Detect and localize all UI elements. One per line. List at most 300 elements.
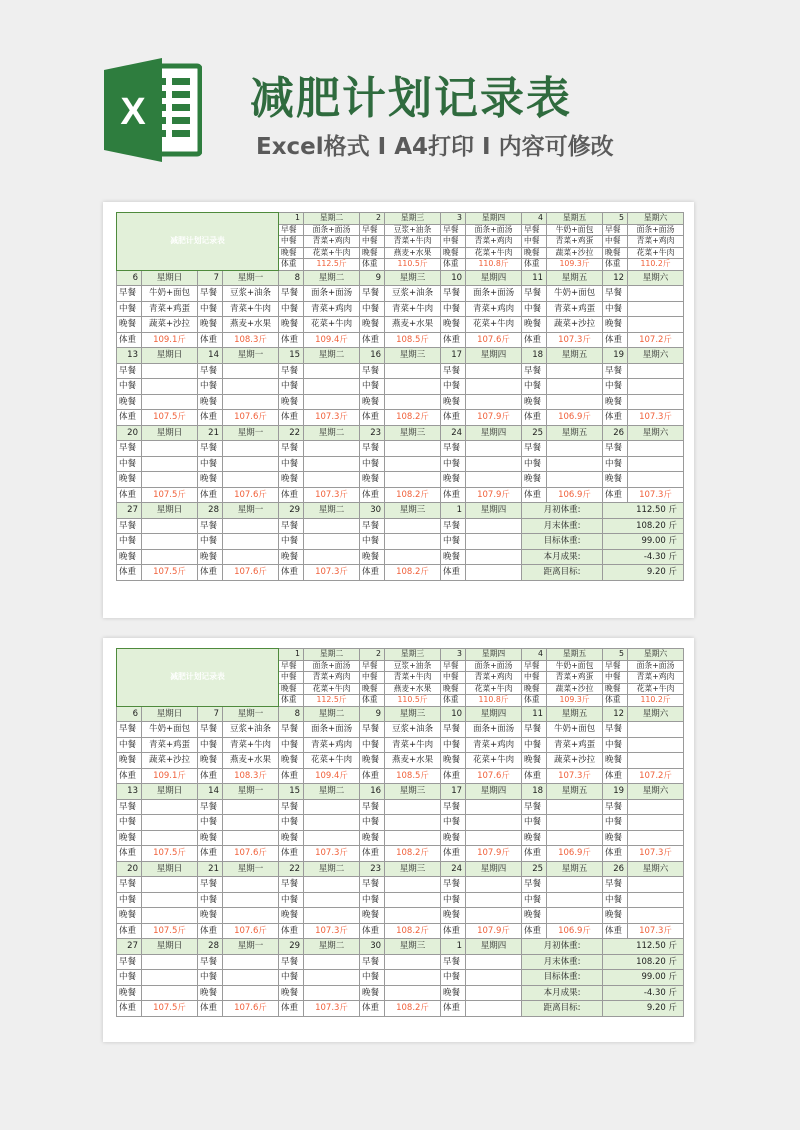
meal-label: 中餐 (279, 236, 304, 248)
meal-content (223, 472, 279, 488)
summary-label: 月末体重: (522, 518, 603, 534)
day-weekday: 星期二 (304, 425, 360, 441)
weight-row (117, 487, 684, 503)
meal-label: 中餐 (279, 456, 304, 472)
weight-label: 体重 (522, 846, 547, 862)
meal-label: 早餐 (117, 799, 142, 815)
meal-label: 早餐 (441, 954, 466, 970)
weight-row (117, 768, 684, 784)
weight-label: 体重 (360, 487, 385, 503)
meal-label: 中餐 (360, 737, 385, 753)
day-number: 30 (360, 503, 385, 519)
day-number: 6 (117, 270, 142, 286)
meal-label: 中餐 (522, 301, 547, 317)
meal-label: 早餐 (603, 877, 628, 893)
meal-label: 晚餐 (198, 830, 223, 846)
meal-label: 晚餐 (360, 683, 385, 695)
day-weekday: 星期二 (304, 649, 360, 661)
weight-label: 体重 (198, 565, 223, 581)
weight-value: 110.2斤 (628, 695, 684, 707)
weight-label: 体重 (441, 1001, 466, 1017)
weight-value: 108.2斤 (385, 487, 441, 503)
meal-label: 中餐 (441, 236, 466, 248)
meal-content (223, 877, 279, 893)
day-number: 18 (522, 784, 547, 800)
meal-label: 晚餐 (117, 985, 142, 1001)
meal-content: 蔬菜+沙拉 (142, 753, 198, 769)
meal-label: 中餐 (279, 737, 304, 753)
meal-content (142, 985, 198, 1001)
meal-label: 晚餐 (279, 247, 304, 259)
day-number: 16 (360, 784, 385, 800)
meal-content: 牛奶+面包 (547, 722, 603, 738)
day-weekday: 星期四 (466, 503, 522, 519)
meal-label: 早餐 (360, 954, 385, 970)
weight-value: 107.6斤 (223, 487, 279, 503)
meal-label: 中餐 (603, 456, 628, 472)
meal-label: 晚餐 (279, 753, 304, 769)
meal-content (385, 363, 441, 379)
meal-label: 中餐 (198, 970, 223, 986)
meal-label: 晚餐 (522, 908, 547, 924)
meal-content (223, 815, 279, 831)
meal-content: 青菜+鸡肉 (466, 236, 522, 248)
meal-content (223, 954, 279, 970)
meal-label: 晚餐 (441, 830, 466, 846)
weight-label: 体重 (603, 259, 628, 271)
meal-label: 中餐 (117, 815, 142, 831)
meal-content (304, 830, 360, 846)
weight-value: 108.5斤 (385, 332, 441, 348)
meal-label: 晚餐 (198, 472, 223, 488)
meal-content: 青菜+鸡肉 (466, 737, 522, 753)
meal-content (304, 518, 360, 534)
day-weekday: 星期四 (466, 348, 522, 364)
weight-value: 108.5斤 (385, 768, 441, 784)
day-number: 15 (279, 784, 304, 800)
meal-label: 晚餐 (522, 394, 547, 410)
meal-label: 中餐 (441, 534, 466, 550)
meal-label: 早餐 (198, 363, 223, 379)
meal-label: 早餐 (198, 441, 223, 457)
meal-row (117, 379, 684, 395)
meal-label: 中餐 (360, 892, 385, 908)
meal-content: 花菜+牛肉 (628, 683, 684, 695)
meal-content (628, 317, 684, 333)
weight-value: 107.5斤 (142, 1001, 198, 1017)
day-number: 1 (279, 649, 304, 661)
meal-content (466, 394, 522, 410)
meal-label: 早餐 (441, 286, 466, 302)
weight-value: 109.4斤 (304, 768, 360, 784)
day-weekday: 星期三 (385, 649, 441, 661)
weight-label: 体重 (279, 487, 304, 503)
meal-row (117, 908, 684, 924)
meal-label: 晚餐 (279, 317, 304, 333)
meal-content: 青菜+鸡蛋 (142, 301, 198, 317)
weight-label: 体重 (279, 259, 304, 271)
meal-label: 早餐 (279, 224, 304, 236)
meal-content (628, 892, 684, 908)
weight-label: 体重 (360, 923, 385, 939)
meal-label: 晚餐 (603, 394, 628, 410)
weight-label: 体重 (603, 410, 628, 426)
meal-content (466, 518, 522, 534)
meal-label: 早餐 (279, 286, 304, 302)
day-weekday: 星期三 (385, 939, 441, 955)
day-weekday: 星期一 (223, 939, 279, 955)
day-number: 28 (198, 939, 223, 955)
day-number: 3 (441, 213, 466, 225)
meal-content (223, 970, 279, 986)
meal-content (628, 815, 684, 831)
weight-value: 107.9斤 (466, 410, 522, 426)
weight-value: 106.9斤 (547, 487, 603, 503)
day-weekday: 星期一 (223, 425, 279, 441)
day-number: 2 (360, 213, 385, 225)
meal-label: 早餐 (360, 286, 385, 302)
meal-label: 早餐 (522, 799, 547, 815)
meal-label: 中餐 (117, 737, 142, 753)
meal-content (385, 954, 441, 970)
day-number: 29 (279, 939, 304, 955)
meal-content (223, 534, 279, 550)
weight-value: 107.6斤 (223, 410, 279, 426)
day-number: 27 (117, 503, 142, 519)
meal-content (142, 799, 198, 815)
meal-label: 晚餐 (441, 394, 466, 410)
meal-content (385, 394, 441, 410)
meal-content: 面条+面汤 (466, 722, 522, 738)
weight-label: 体重 (360, 259, 385, 271)
meal-label: 晚餐 (522, 247, 547, 259)
meal-label: 中餐 (522, 236, 547, 248)
day-number: 26 (603, 425, 628, 441)
meal-content (385, 877, 441, 893)
meal-content (547, 472, 603, 488)
meal-row (117, 799, 684, 815)
meal-label: 中餐 (441, 970, 466, 986)
meal-label: 晚餐 (117, 472, 142, 488)
meal-content (466, 379, 522, 395)
meal-label: 晚餐 (441, 753, 466, 769)
meal-content (304, 877, 360, 893)
weight-label: 体重 (360, 565, 385, 581)
meal-content: 青菜+鸡蛋 (547, 737, 603, 753)
weight-label: 体重 (360, 695, 385, 707)
meal-content (385, 472, 441, 488)
meal-label: 早餐 (279, 518, 304, 534)
meal-label: 晚餐 (360, 830, 385, 846)
meal-label: 晚餐 (603, 247, 628, 259)
meal-content: 燕麦+水果 (385, 683, 441, 695)
weight-value: 108.2斤 (385, 1001, 441, 1017)
meal-label: 晚餐 (441, 247, 466, 259)
meal-label: 晚餐 (603, 830, 628, 846)
day-weekday: 星期四 (466, 939, 522, 955)
day-number: 22 (279, 425, 304, 441)
weight-label: 体重 (603, 846, 628, 862)
day-weekday: 星期二 (304, 213, 360, 225)
week-header-row (117, 270, 684, 286)
summary-value: 112.50 斤 (603, 939, 684, 955)
meal-label: 早餐 (441, 660, 466, 672)
meal-content (385, 456, 441, 472)
week-header-row (117, 213, 684, 225)
week-header-row (117, 939, 684, 955)
weight-row (117, 332, 684, 348)
meal-content (223, 892, 279, 908)
meal-content (466, 472, 522, 488)
day-weekday: 星期四 (466, 213, 522, 225)
meal-label: 中餐 (279, 534, 304, 550)
meal-content: 牛奶+面包 (547, 286, 603, 302)
meal-content (466, 815, 522, 831)
meal-content: 牛奶+面包 (142, 722, 198, 738)
meal-content: 青菜+牛肉 (385, 672, 441, 684)
meal-content (466, 970, 522, 986)
meal-content: 青菜+鸡蛋 (142, 737, 198, 753)
meal-label: 晚餐 (117, 394, 142, 410)
meal-label: 中餐 (522, 892, 547, 908)
weight-label: 体重 (603, 487, 628, 503)
meal-label: 中餐 (279, 970, 304, 986)
weight-value: 107.3斤 (547, 332, 603, 348)
weight-label: 体重 (279, 846, 304, 862)
meal-content (628, 908, 684, 924)
meal-content (304, 970, 360, 986)
meal-content (547, 892, 603, 908)
weight-label: 体重 (360, 332, 385, 348)
weight-label: 体重 (279, 768, 304, 784)
weight-value: 110.2斤 (628, 259, 684, 271)
meal-label: 中餐 (441, 892, 466, 908)
weight-value: 107.3斤 (304, 1001, 360, 1017)
meal-label: 中餐 (279, 892, 304, 908)
weight-value: 107.9斤 (466, 846, 522, 862)
weight-label: 体重 (279, 695, 304, 707)
weight-label: 体重 (117, 487, 142, 503)
meal-label: 中餐 (441, 737, 466, 753)
meal-content (628, 441, 684, 457)
meal-label: 中餐 (603, 892, 628, 908)
meal-content: 蔬菜+沙拉 (547, 683, 603, 695)
meal-label: 中餐 (522, 737, 547, 753)
meal-content: 花菜+牛肉 (628, 247, 684, 259)
day-weekday: 星期六 (628, 649, 684, 661)
meal-content: 青菜+鸡蛋 (547, 236, 603, 248)
weight-value: 107.3斤 (628, 487, 684, 503)
meal-content (223, 799, 279, 815)
meal-content: 蔬菜+沙拉 (547, 317, 603, 333)
meal-label: 早餐 (603, 286, 628, 302)
day-weekday: 星期二 (304, 348, 360, 364)
meal-content (385, 441, 441, 457)
meal-content: 燕麦+水果 (223, 753, 279, 769)
day-number: 21 (198, 425, 223, 441)
meal-content (466, 830, 522, 846)
meal-label: 早餐 (117, 286, 142, 302)
week-header-row (117, 861, 684, 877)
day-weekday: 星期六 (628, 270, 684, 286)
weight-value: 108.2斤 (385, 846, 441, 862)
meal-label: 中餐 (603, 815, 628, 831)
meal-content (547, 908, 603, 924)
meal-content: 花菜+牛肉 (466, 247, 522, 259)
meal-row (117, 877, 684, 893)
meal-content (628, 737, 684, 753)
summary-label: 距离目标: (522, 565, 603, 581)
meal-label: 晚餐 (279, 683, 304, 695)
meal-label: 晚餐 (198, 317, 223, 333)
day-number: 25 (522, 861, 547, 877)
meal-content (547, 363, 603, 379)
meal-content: 青菜+牛肉 (385, 737, 441, 753)
weight-plan-table (116, 648, 684, 1017)
meal-label: 晚餐 (603, 753, 628, 769)
meal-label: 晚餐 (360, 247, 385, 259)
day-weekday: 星期五 (547, 213, 603, 225)
day-number: 27 (117, 939, 142, 955)
summary-label: 距离目标: (522, 1001, 603, 1017)
meal-label: 晚餐 (279, 549, 304, 565)
meal-content (547, 799, 603, 815)
day-number: 7 (198, 706, 223, 722)
meal-content (142, 534, 198, 550)
day-number: 15 (279, 348, 304, 364)
meal-label: 晚餐 (360, 317, 385, 333)
weight-value: 108.3斤 (223, 768, 279, 784)
weight-label: 体重 (603, 923, 628, 939)
day-weekday: 星期三 (385, 213, 441, 225)
meal-label: 晚餐 (198, 908, 223, 924)
day-number: 23 (360, 425, 385, 441)
summary-value: -4.30 斤 (603, 985, 684, 1001)
day-number: 8 (279, 706, 304, 722)
meal-label: 早餐 (441, 224, 466, 236)
meal-label: 早餐 (360, 518, 385, 534)
meal-label: 晚餐 (603, 683, 628, 695)
table-title: 减肥计划记录表 (117, 649, 279, 707)
weight-label: 体重 (441, 259, 466, 271)
weight-value: 107.6斤 (223, 923, 279, 939)
meal-label: 早餐 (603, 660, 628, 672)
meal-content: 青菜+鸡肉 (304, 672, 360, 684)
meal-content (547, 441, 603, 457)
weight-label: 体重 (522, 487, 547, 503)
meal-label: 晚餐 (360, 908, 385, 924)
meal-label: 早餐 (198, 518, 223, 534)
weight-label: 体重 (522, 923, 547, 939)
weight-value: 107.3斤 (304, 565, 360, 581)
meal-label: 早餐 (279, 799, 304, 815)
meal-label: 中餐 (360, 815, 385, 831)
day-weekday: 星期一 (223, 270, 279, 286)
weight-row (117, 410, 684, 426)
meal-content (628, 722, 684, 738)
meal-label: 晚餐 (279, 830, 304, 846)
meal-content (223, 379, 279, 395)
meal-content (142, 549, 198, 565)
meal-content (547, 379, 603, 395)
meal-content: 燕麦+水果 (223, 317, 279, 333)
weight-value: 109.3斤 (547, 259, 603, 271)
weight-label: 体重 (198, 768, 223, 784)
meal-label: 早餐 (603, 722, 628, 738)
meal-label: 早餐 (441, 799, 466, 815)
meal-label: 早餐 (441, 518, 466, 534)
meal-content (547, 815, 603, 831)
meal-content (385, 830, 441, 846)
meal-label: 早餐 (279, 441, 304, 457)
meal-label: 早餐 (117, 363, 142, 379)
meal-content: 青菜+鸡蛋 (547, 672, 603, 684)
weight-label: 体重 (522, 768, 547, 784)
meal-row (117, 549, 684, 565)
page-header (0, 0, 800, 200)
weight-value: 107.5斤 (142, 410, 198, 426)
summary-value: 9.20 斤 (603, 1001, 684, 1017)
meal-content: 豆浆+油条 (385, 224, 441, 236)
day-weekday: 星期二 (304, 503, 360, 519)
meal-content (304, 549, 360, 565)
weight-value: 107.6斤 (466, 332, 522, 348)
meal-content: 花菜+牛肉 (304, 247, 360, 259)
meal-content (223, 985, 279, 1001)
meal-content: 花菜+牛肉 (304, 753, 360, 769)
meal-content (304, 799, 360, 815)
meal-content (628, 456, 684, 472)
weight-value: 107.3斤 (304, 487, 360, 503)
weight-value: 106.9斤 (547, 923, 603, 939)
meal-content (142, 363, 198, 379)
weight-label: 体重 (441, 410, 466, 426)
meal-content (628, 830, 684, 846)
day-weekday: 星期二 (304, 861, 360, 877)
meal-label: 中餐 (117, 379, 142, 395)
day-weekday: 星期一 (223, 503, 279, 519)
meal-label: 中餐 (198, 737, 223, 753)
day-number: 20 (117, 425, 142, 441)
logo-letter: X (120, 91, 146, 133)
meal-content: 花菜+牛肉 (304, 683, 360, 695)
day-weekday: 星期三 (385, 706, 441, 722)
meal-content: 青菜+鸡肉 (628, 672, 684, 684)
weight-label: 体重 (441, 768, 466, 784)
summary-value: 112.50 斤 (603, 503, 684, 519)
day-weekday: 星期六 (628, 784, 684, 800)
day-number: 17 (441, 784, 466, 800)
day-weekday: 星期一 (223, 861, 279, 877)
weight-value: 112.5斤 (304, 695, 360, 707)
day-number: 29 (279, 503, 304, 519)
meal-content: 青菜+鸡肉 (304, 236, 360, 248)
meal-content (142, 908, 198, 924)
weight-label: 体重 (117, 846, 142, 862)
page-subtitle: Excel格式 I A4打印 I 内容可修改 (256, 134, 614, 160)
meal-content: 花菜+牛肉 (466, 317, 522, 333)
day-number: 10 (441, 706, 466, 722)
summary-value: 9.20 斤 (603, 565, 684, 581)
meal-content (385, 815, 441, 831)
meal-content (385, 985, 441, 1001)
meal-label: 晚餐 (441, 317, 466, 333)
week-header-row (117, 649, 684, 661)
meal-content: 青菜+鸡肉 (628, 236, 684, 248)
meal-content: 豆浆+油条 (385, 286, 441, 302)
meal-row (117, 892, 684, 908)
meal-label: 晚餐 (441, 472, 466, 488)
